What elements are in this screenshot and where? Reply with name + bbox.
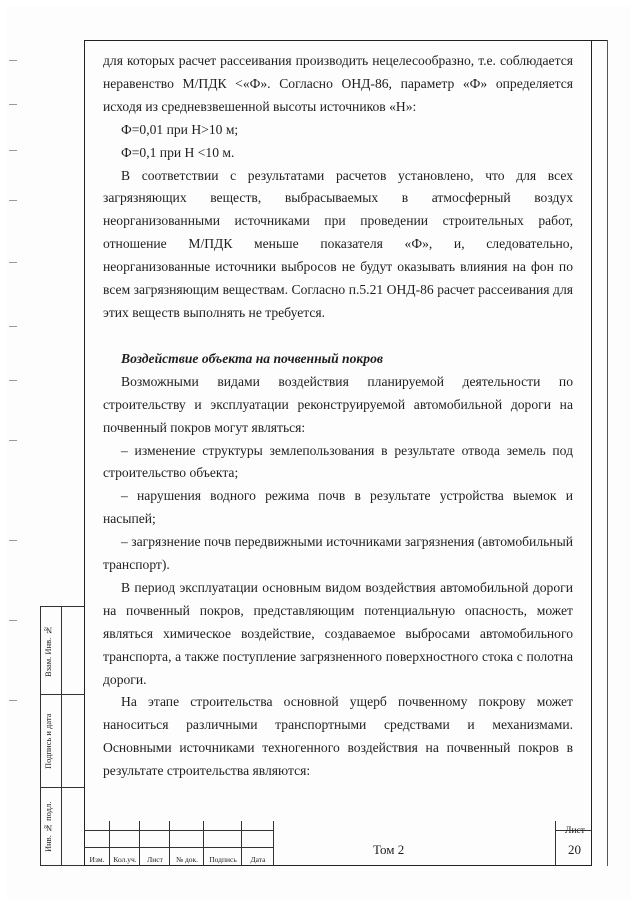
side-label-podpis: Подпись и дата (43, 713, 53, 769)
stamp-col-data: Дата (250, 855, 266, 864)
title-block (84, 821, 592, 866)
side-stamp (40, 606, 84, 866)
stamp-col-ndok: № док. (175, 855, 199, 864)
stamp-col-list: Лист (147, 855, 163, 864)
section-heading: Воздействие объекта на почвенный покров (121, 350, 383, 366)
formula-2: Ф=0,1 при Н <10 м. (121, 144, 235, 160)
stamp-col-podpis: Подпись (209, 855, 237, 864)
formula-1: Ф=0,01 при Н>10 м; (121, 121, 239, 137)
volume-label: Том 2 (373, 842, 405, 857)
frame-right-line (607, 40, 608, 866)
list-item-1: – изменение структуры землепользования в результате отвода земель под строительство объекта; (103, 442, 573, 481)
frame-top-tick (592, 40, 608, 41)
paragraph-operation: В период эксплуатации основным видом воздействия автомобильной дороги на почвенный покров, представляющим потенциальную опасность, может являться химическое воздействие, создаваемое выбросами автомобильного транспорта, а также поступление загрязненного поверхностного стока с полотна дороги. (103, 579, 573, 687)
paragraph-continuation: для которых расчет рассеивания производить нецелесообразно, т.е. соблюдается неравенство М/ПДК <«Ф». Согласно ОНД-86, параметр «Ф» определяется исходя из средневзвешенной высоты источников «Н»: (103, 53, 573, 114)
side-label-inv: Инв. № подл. (43, 801, 53, 853)
paragraph-calc-results: В соответствии с результатами расчетов установлено, что для всех загрязняющих веществ, выбрасываемых в атмосферный воздух неорганизованными источниками при проведении строительных работ, отношение М/ПДК меньше показателя «Ф», и, следовательно, неорганизованные источники выбросов не будут оказывать влияния на фон по всем загрязняющим веществам. Согласно п.5.21 ОНД-86 расчет рассеивания для этих веществ выполнять не требуется. (103, 167, 573, 320)
sheet-number: 20 (568, 842, 581, 857)
paragraph-construction: На этапе строительства основной ущерб почвенному покрову может наноситься различными транспортными средствами и механизмами. Основными источниками техногенного воздействия на почвенный покров в результате строительства являются: (103, 694, 573, 779)
document-body (103, 50, 573, 783)
sheet-label: Лист (565, 826, 585, 836)
side-label-vzam: Взам. Инв. № (43, 625, 53, 677)
paragraph-impacts-intro: Возможными видами воздействия планируемой деятельности по строительству и эксплуатации реконструируемой автомобильной дороги на почвенный покров могут являться: (103, 373, 573, 435)
stamp-col-koluch: Кол.уч. (113, 855, 137, 864)
stamp-col-izm: Изм. (89, 855, 105, 864)
list-item-3: – загрязнение почв передвижными источниками загрязнения (автомобильный транспорт). (103, 534, 573, 573)
list-item-2: – нарушения водного режима почв в результате устройства выемок и насыпей; (103, 488, 573, 527)
